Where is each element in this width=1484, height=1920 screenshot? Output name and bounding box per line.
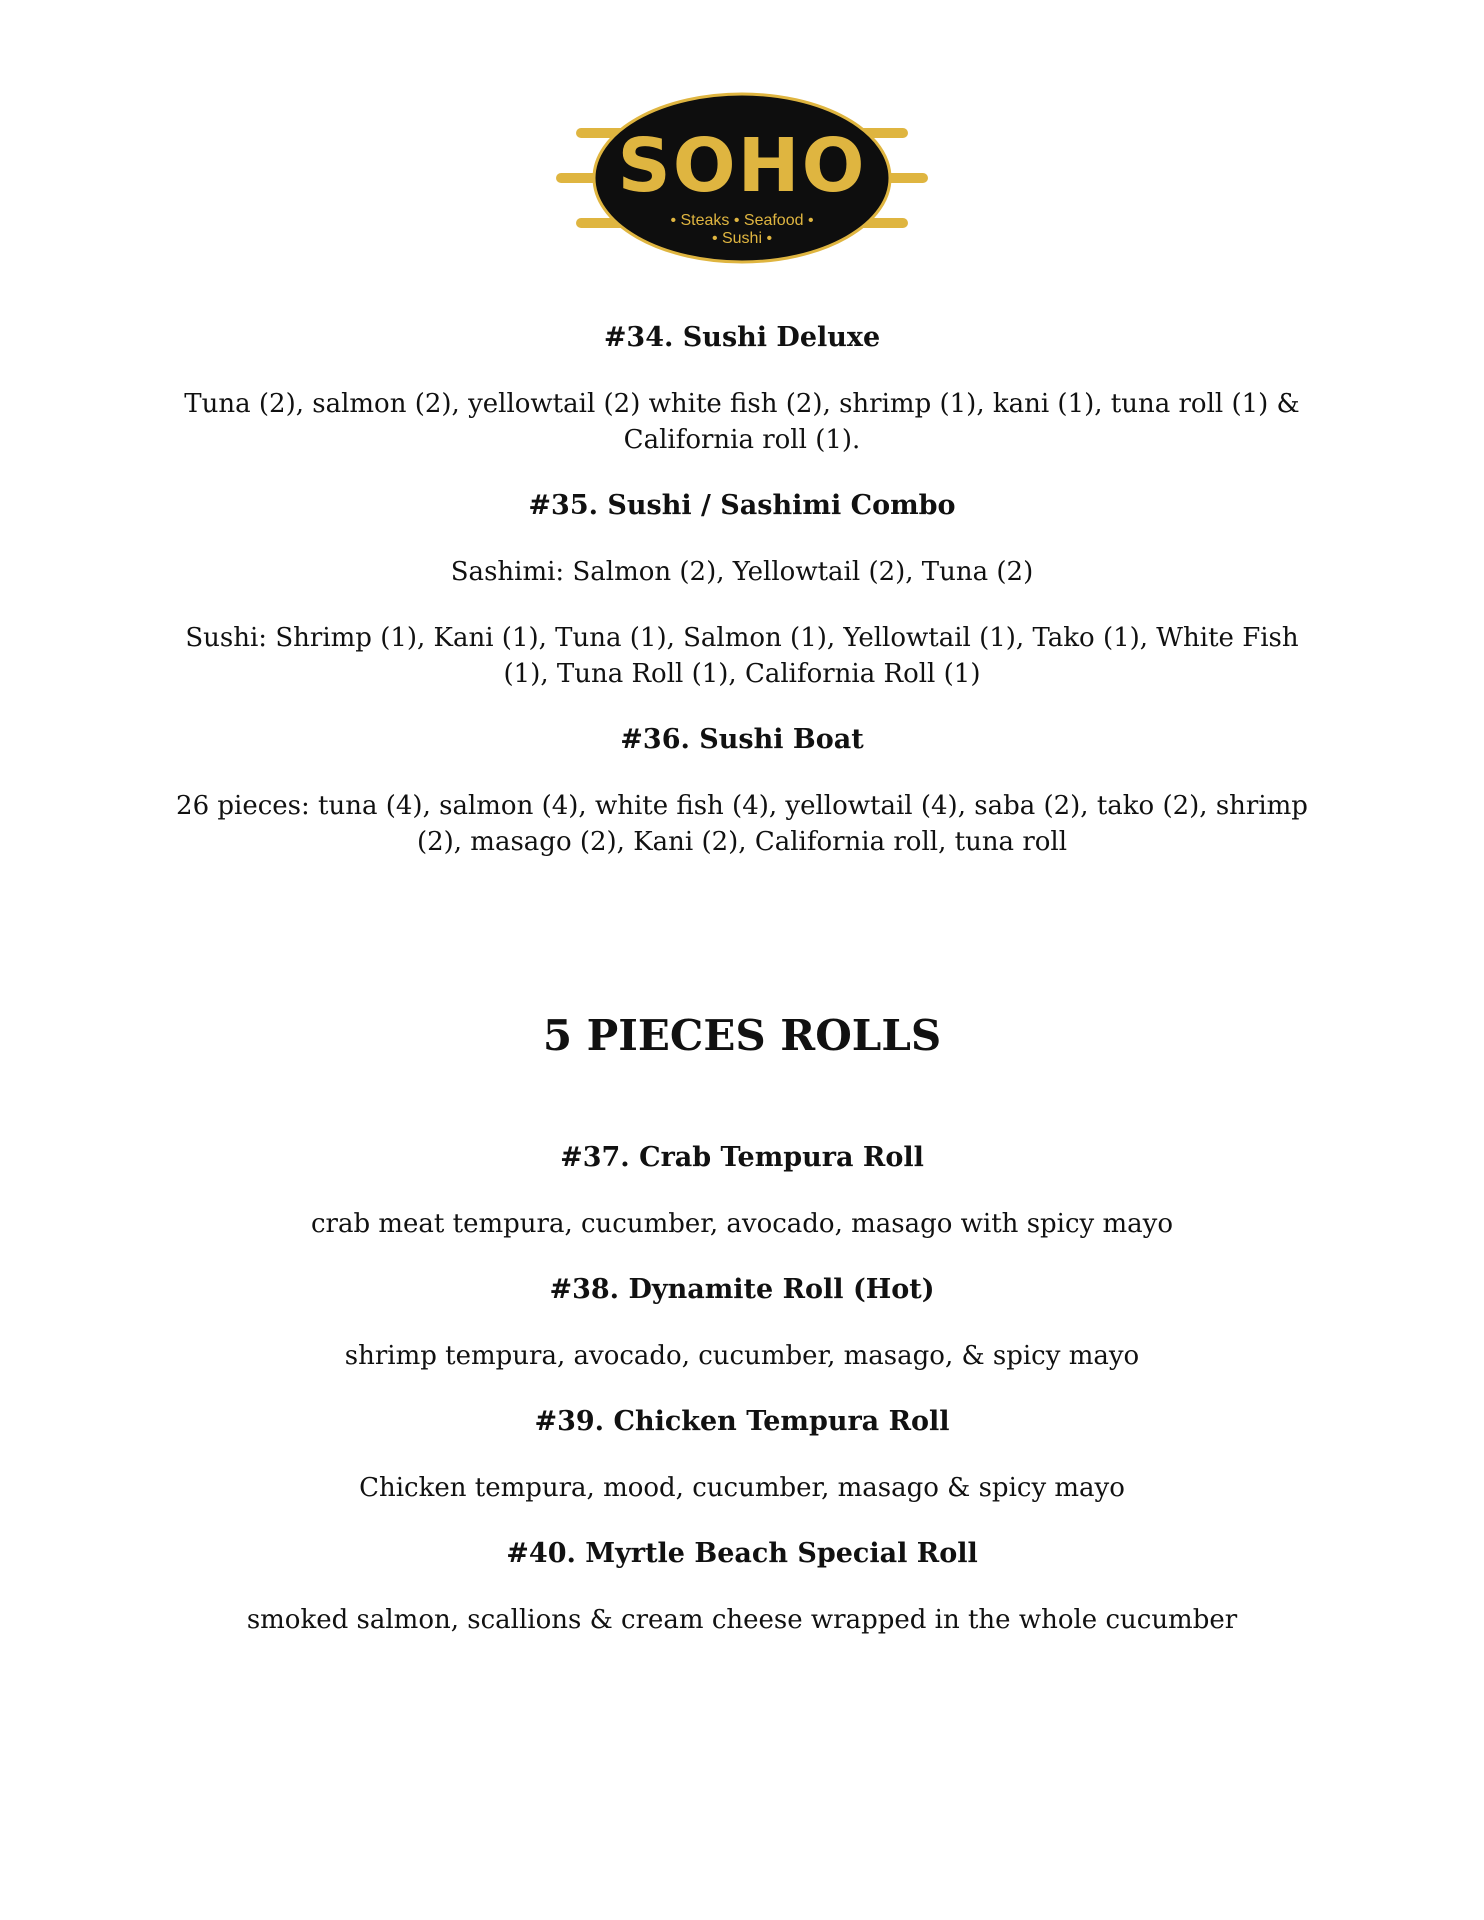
logo-brand-text: SOHO: [617, 123, 867, 209]
item-desc-37: crab meat tempura, cucumber, avocado, masago with spicy mayo: [310, 1209, 1174, 1239]
item-title-39: #39. Chicken Tempura Roll: [534, 1406, 950, 1437]
item-title-37: #37. Crab Tempura Roll: [560, 1142, 924, 1173]
item-title-35: #35. Sushi / Sashimi Combo: [528, 490, 956, 521]
section-title-5-pieces-rolls: 5 PIECES ROLLS: [542, 1011, 942, 1060]
item-desc-40: smoked salmon, scallions & cream cheese wrapped in the whole cucumber: [246, 1605, 1238, 1635]
item-desc-36: 26 pieces: tuna (4), salmon (4), white fish (4), yellowtail (4), saba (2), tako (2), shrimp (2), masago (2), Kani (2), California roll, tuna roll: [176, 791, 1308, 857]
item-desc-35-sashimi: Sashimi: Salmon (2), Yellowtail (2), Tuna (2): [450, 557, 1034, 587]
logo-tagline-line1: • Steaks • Seafood •: [670, 212, 814, 229]
soho-logo: [552, 88, 932, 268]
item-desc-38: shrimp tempura, avocado, cucumber, masago, & spicy mayo: [344, 1341, 1140, 1371]
logo-tagline-line2: • Sushi •: [711, 230, 773, 247]
item-title-36: #36. Sushi Boat: [620, 724, 864, 755]
item-title-34: #34. Sushi Deluxe: [603, 322, 881, 353]
item-desc-39: Chicken tempura, mood, cucumber, masago & spicy mayo: [359, 1473, 1125, 1503]
item-desc-35-sushi: Sushi: Shrimp (1), Kani (1), Tuna (1), Salmon (1), Yellowtail (1), Tako (1), White Fish (1), Tuna Roll (1), California Roll (1): [185, 623, 1299, 689]
item-desc-34: Tuna (2), salmon (2), yellowtail (2) white fish (2), shrimp (1), kani (1), tuna roll (1) & California roll (1).: [184, 389, 1300, 455]
item-title-40: #40. Myrtle Beach Special Roll: [506, 1538, 978, 1569]
item-title-38: #38. Dynamite Roll (Hot): [549, 1274, 935, 1305]
